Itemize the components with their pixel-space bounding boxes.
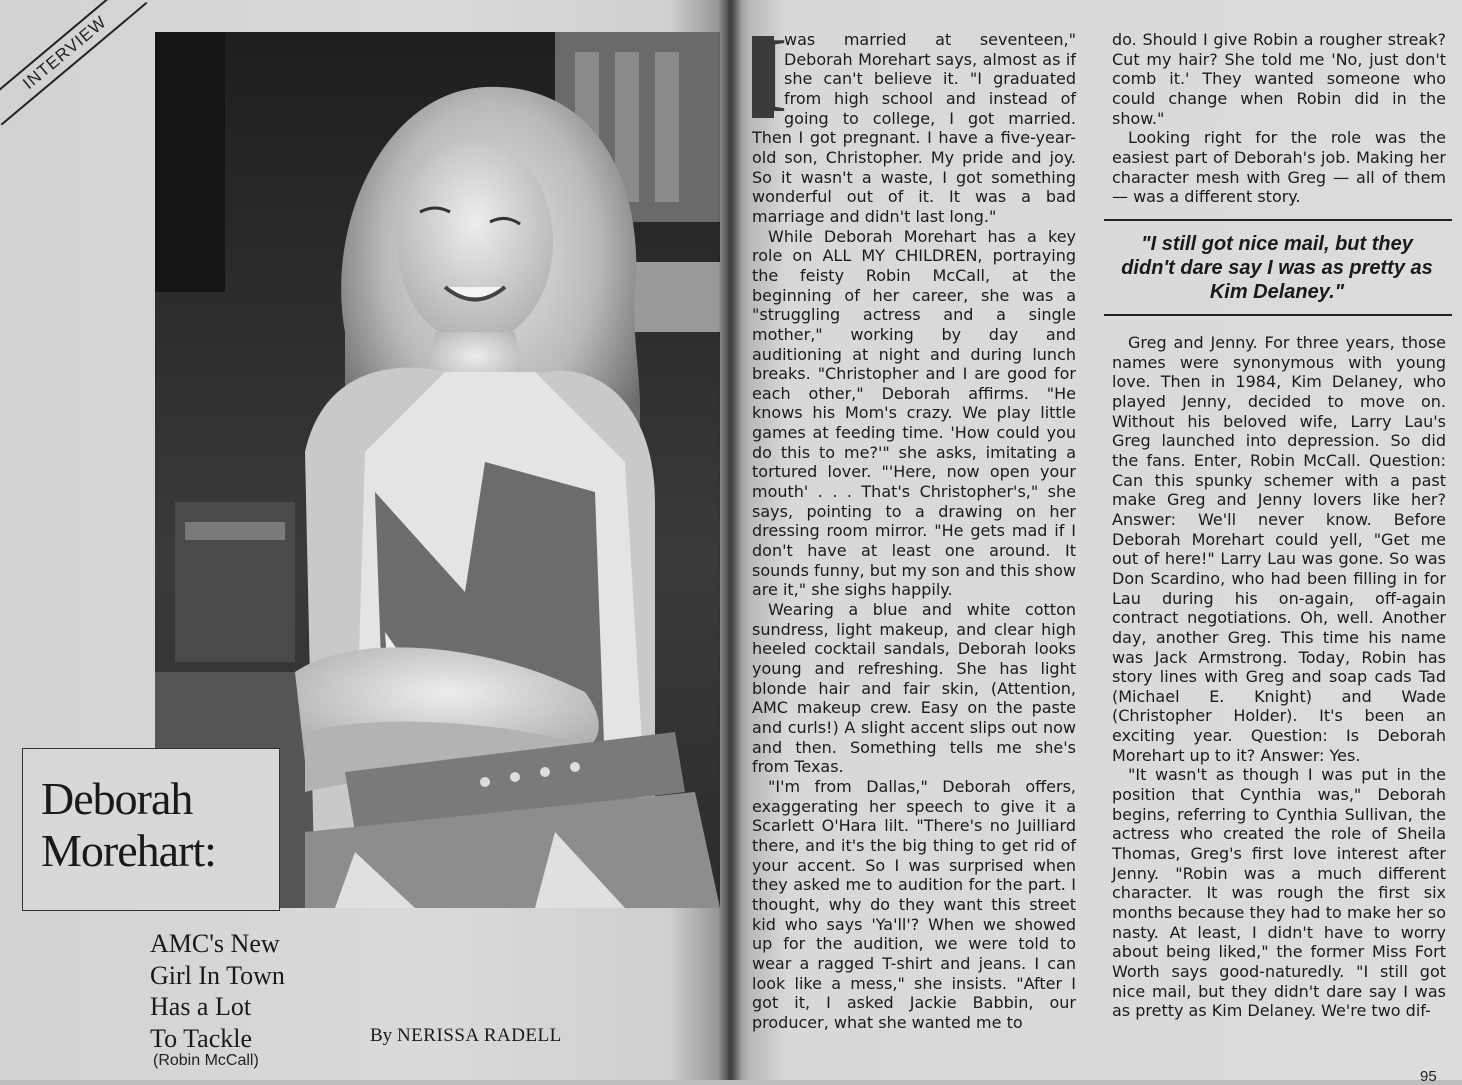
subheadline-line-2: Girl In Town [150,960,285,990]
section-tag: INTERVIEW [0,0,147,126]
paragraph: Greg and Jenny. For three years, those names were synonymous with young love. Then in 1984, Kim Delaney, who played Jenny, decided to move on. Without his beloved wife, Larry Lau's Greg launched into depression. So did the fans. Enter, Robin McCall. Question: Can this spunky schemer with a past make Greg and Jenny lovers like her? Answer: We'll never know. Before Deborah Morehart could yell, "Get me out of here!" Larry Lau was gone. So was Don Scardino, who had been filling in for Lau during his on-again, off-again contract negotiations. Oh, well. Another day, another Greg. This time his name was Jack Armstrong. Today, Robin has story lines with Greg and soap cads Tad (Michael E. Knight) and Wade (Christopher Holder). It's been an exciting year. Question: Is Deborah Morehart up to it? Answer: Yes. [1112,333,1446,765]
article-column-1 [752,16,1076,1032]
pull-quote-rule-top [1104,219,1452,221]
pull-quote: "I still got nice mail, but they didn't dare say I was as pretty as Kim Delaney." [1121,233,1433,303]
subheadline-line-1: AMC's New [150,929,280,958]
page-number: 95 [1420,1068,1437,1085]
paragraph: "It wasn't as though I was put in the position that Cynthia was," Deborah begins, referring to Cynthia Sullivan, the actress who created the role of Sheila Thomas, Greg's first love interest after Jenny. "Robin was a much different character. It was rough the first six months because they had to make her so nasty. At least, I didn't have to worry about being liked," the former Miss Fort Worth says good-naturedly. "I still got nice mail, but they didn't dare say I was as pretty as Kim Delaney. We're two dif- [1112,765,1446,1021]
paragraph: Wearing a blue and white cotton sundress, light makeup, and clear high heeled cocktail sandals, Deborah looks young and refreshing. She has light blonde hair and fair skin, (Attention, AMC makeup crew. Easy on the paste and curls!) A slight accent slips out now and then. Something tells me she's from Texas. [752,600,1076,777]
paragraph: "I'm from Dallas," Deborah offers, exaggerating her speech to give it a Scarlett O'Hara lilt. "There's no Juilliard there, and it's the big thing to get rid of your accent. So I was surprised when they asked me to audition for the part. I thought, why do they want this street kid who says 'Ya'll'? When we showed up for the audition, we were told to wear a ragged T-shirt and jeans. I can look like a mess," she insists. "After I got it, I asked Jackie Babbin, our producer, what she wanted me to [752,776,1076,1032]
byline-author: NERISSA RADELL [396,1025,562,1046]
section-tag-wrapper [0,0,147,126]
article-column-2-top [1112,30,1446,207]
headline-box [22,748,280,911]
byline [370,1025,562,1047]
book-gutter [718,0,742,1080]
article-column-2-bottom [1112,333,1446,1021]
left-page [0,0,728,1080]
byline-prefix: By [370,1025,393,1046]
headline-line-2: Morehart: [41,825,216,876]
paragraph: do. Should I give Robin a rougher streak? Cut my hair? She told me 'No, just don't comb it.' They wanted someone who could change when Robin did in the show." [1112,30,1446,128]
subheadline [150,928,285,1054]
headline-line-1: Deborah [41,773,193,824]
pull-quote-rule-bottom [1104,314,1452,316]
role-caption: (Robin McCall) [153,1052,259,1069]
subheadline-line-4: To Tackle [150,1023,253,1053]
paragraph: While Deborah Morehart has a key role on ALL MY CHILDREN, portraying the feisty Robin McCall, at the beginning of her career, she was a "struggling actress and a single mother," working by day and auditioning at night and during lunch breaks. "Christopher and I are good for each other," Deborah affirms. "He knows his Mom's crazy. We play little games at feeding time. 'How could you do this to me?'" she asks, imitating a tortured lover. "'Here, now open your mouth' . . . That's Christopher's," she says, pointing to a drawing on her dressing room mirror. "He gets mad if I don't have at least one around. It sounds funny, but my son and this show are it," she sighs happily. [752,226,1076,600]
paragraph: was married at seventeen," Deborah Morehart says, almost as if she can't believe it. "I graduated from high school and instead of going to college, I got married. Then I got pregnant. I have a five-year-old son, Christopher. My pride and joy. So it wasn't a waste, I got something wonderful out of it. It was a bad marriage and didn't last long." [752,30,1076,226]
drop-cap: I [752,16,788,135]
paragraph: Looking right for the role was the easiest part of Deborah's job. Making her character mesh with Greg — all of them — was a different story. [1112,128,1446,207]
subheadline-line-3: Has a Lot [150,992,252,1021]
